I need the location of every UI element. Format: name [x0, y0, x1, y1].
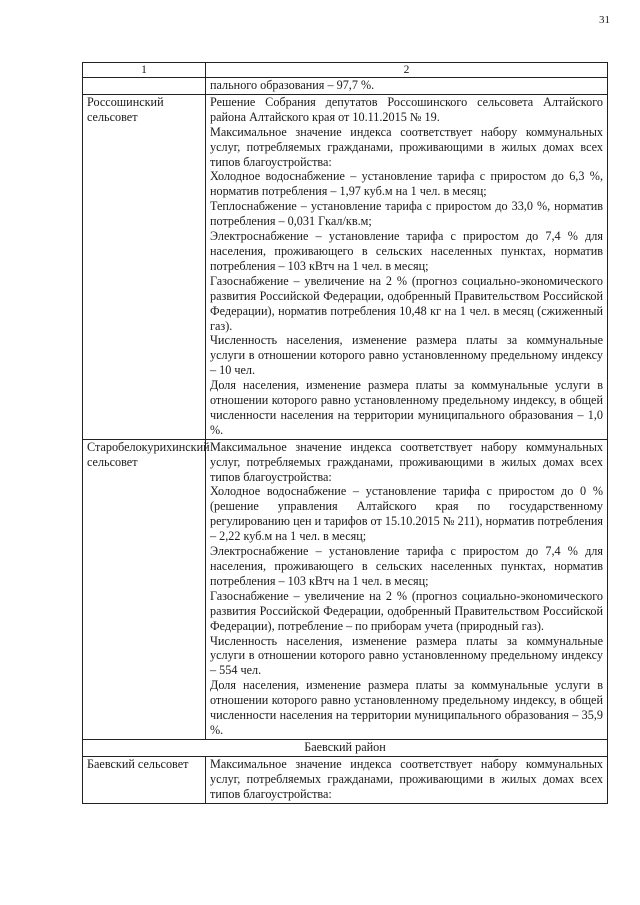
tariff-index-table [82, 62, 608, 804]
content-paragraph: Доля населения, изменение размера платы за коммунальные услуги в отношении которого равно установленному предельному индексу, в общей численности населения на территории муниципального образования – 1,0 %. [210, 378, 603, 437]
content-paragraph: Холодное водоснабжение – установление тарифа с приростом до 6,3 %, норматив потребления – 1,97 куб.м на 1 чел. в месяц; [210, 169, 603, 199]
content-paragraph: Максимальное значение индекса соответствует набору коммунальных услуг, потребляемых гражданами, проживающими в жилых домах всех типов благоустройства: [210, 756, 603, 801]
content-paragraph: пального образования – 97,7 %. [210, 78, 375, 92]
content-paragraph: Холодное водоснабжение – установление тарифа с приростом до 0 % (решение управления Алтайского края по государственному регулированию цен и тарифов от 15.10.2015 № 211), норматив потребления – 2,22 куб.м на 1 чел. в месяц; [210, 484, 603, 544]
content-paragraph: Электроснабжение – установление тарифа с приростом до 7,4 % для населения, проживающего в сельских населенных пунктах, норматив потребления – 103 кВтч на 1 чел. в месяц; [210, 544, 603, 588]
table-body [83, 63, 608, 804]
municipality-name [83, 78, 206, 95]
district-row [83, 739, 608, 756]
row-content [206, 94, 608, 439]
content-paragraph: Численность населения, изменение размера платы за коммунальные услуги в отношении которого равно установленному предельному индексу – 10 чел. [210, 333, 603, 378]
content-paragraph: Решение Собрания депутатов Россошинского сельсовета Алтайского района Алтайского края от 10.11.2015 № 19. [210, 94, 603, 124]
row-content [206, 439, 608, 739]
municipality-name: Россошинский сельсовет [83, 94, 206, 439]
content-paragraph: Численность населения, изменение размера платы за коммунальные услуги в отношении которого равно установленному предельному индексу – 554 чел. [210, 633, 603, 678]
content-paragraph: Газоснабжение – увеличение на 2 % (прогноз социально-экономического развития Российской Федерации, одобренный Правительством Российской Федерации), потребление – по приборам учета (природный газ). [210, 588, 603, 633]
table-row [83, 439, 608, 739]
column-header-2: 2 [206, 63, 608, 78]
content-paragraph: Электроснабжение – установление тарифа с приростом до 7,4 % для населения, проживающего в сельских населенных пунктах, норматив потребления – 103 кВтч на 1 чел. в месяц; [210, 229, 603, 273]
municipality-name: Старобелокурихинский сельсовет [83, 439, 206, 739]
content-paragraph: Максимальное значение индекса соответствует набору коммунальных услуг, потребляемых гражданами, проживающими в жилых домах всех типов благоустройства: [210, 439, 603, 484]
table-row [83, 78, 608, 95]
content-paragraph: Доля населения, изменение размера платы за коммунальные услуги в отношении которого равно установленному предельному индексу, в общей численности населения на территории муниципального образования – 35,9 %. [210, 678, 603, 737]
page-number: 31 [599, 14, 610, 26]
row-content [206, 756, 608, 803]
table-header-row [83, 63, 608, 78]
municipality-name: Баевский сельсовет [83, 756, 206, 803]
district-title: Баевский район [83, 739, 608, 756]
content-paragraph: Максимальное значение индекса соответствует набору коммунальных услуг, потребляемых гражданами, проживающими в жилых домах всех типов благоустройства: [210, 124, 603, 169]
content-paragraph: Газоснабжение – увеличение на 2 % (прогноз социально-экономического развития Российской Федерации, одобренный Правительством Российской Федерации), норматив потребления 10,48 кг на 1 чел. в месяц (сжиженный газ). [210, 273, 603, 333]
content-paragraph: Теплоснабжение – установление тарифа с приростом до 33,0 %, норматив потребления – 0,031 Гкал/кв.м; [210, 199, 603, 229]
table-row [83, 756, 608, 803]
row-content [206, 78, 608, 95]
table-row [83, 94, 608, 439]
column-header-1: 1 [83, 63, 206, 78]
